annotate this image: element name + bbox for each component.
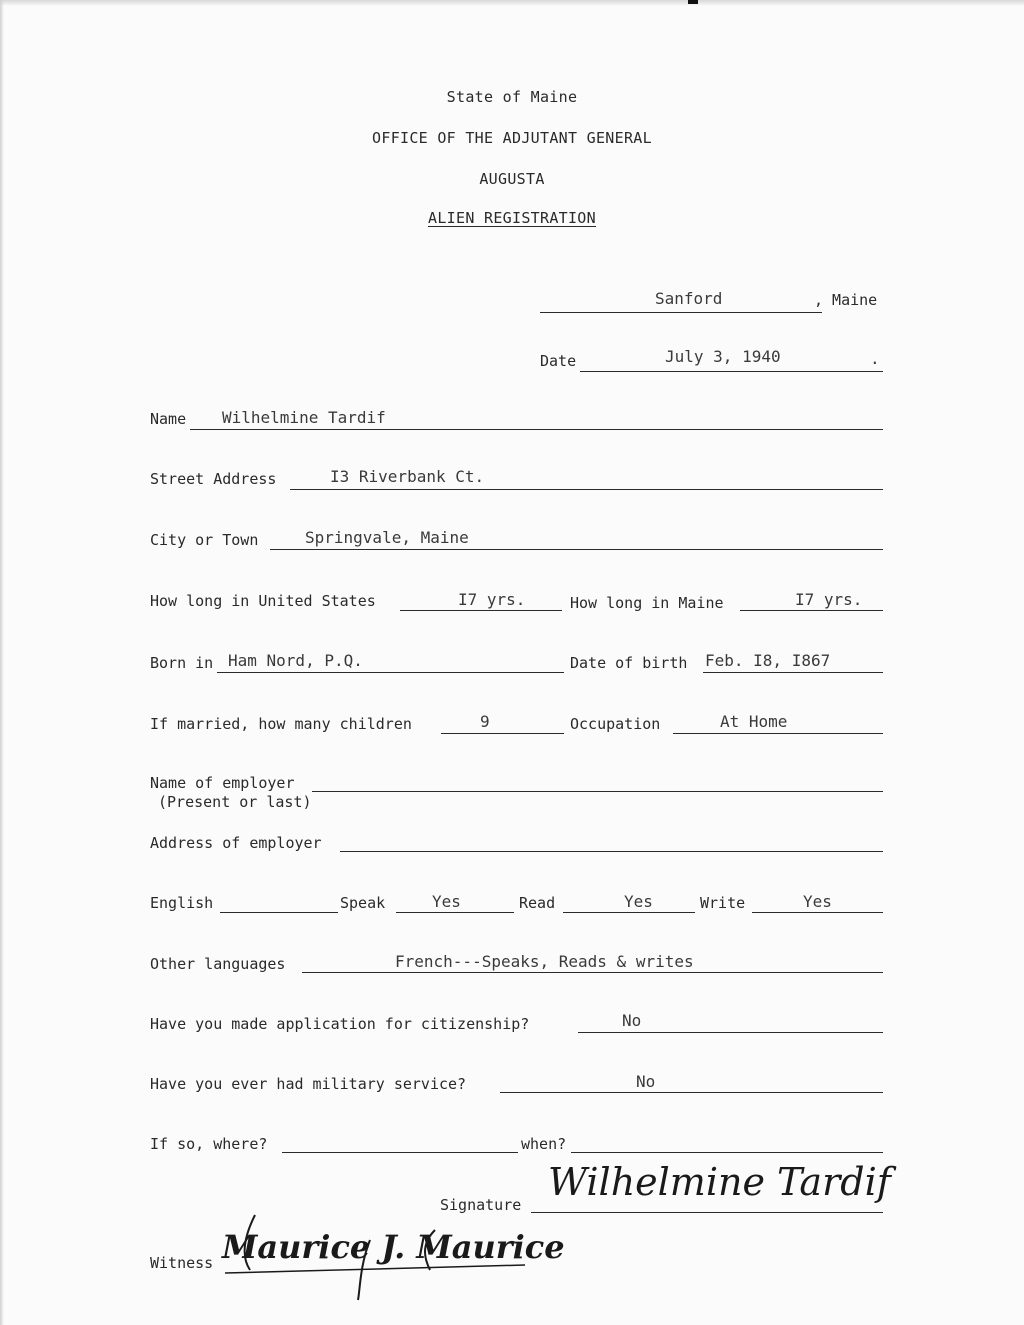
how-long-maine-label: How long in Maine xyxy=(570,594,724,612)
how-long-maine-value: I7 yrs. xyxy=(795,590,863,609)
street-address-label: Street Address xyxy=(150,470,277,488)
occupation-label: Occupation xyxy=(570,715,661,733)
children-value: 9 xyxy=(480,712,490,731)
employer-address-label: Address of employer xyxy=(150,834,322,852)
other-languages-label: Other languages xyxy=(150,955,286,973)
how-long-us-label: How long in United States xyxy=(150,592,376,610)
witness-label: Witness xyxy=(150,1254,214,1272)
occupation-value: At Home xyxy=(720,712,788,731)
office-heading: OFFICE OF THE ADJUTANT GENERAL xyxy=(372,129,652,147)
other-languages-value: French---Speaks, Reads & writes xyxy=(395,952,694,971)
place-underline xyxy=(540,312,822,313)
citizenship-label: Have you made application for citizenship? xyxy=(150,1015,530,1033)
place-suffix: , Maine xyxy=(814,291,878,309)
date-label: Date xyxy=(540,352,577,370)
street-address-value: I3 Riverbank Ct. xyxy=(330,467,485,486)
date-of-birth-underline xyxy=(703,672,883,673)
write-underline xyxy=(752,912,883,913)
speak-label: Speak xyxy=(340,894,386,912)
read-underline xyxy=(563,912,695,913)
date-value: July 3, 1940 xyxy=(665,347,781,366)
street-address-underline xyxy=(290,489,883,490)
city-heading: AUGUSTA xyxy=(479,170,545,188)
children-label: If married, how many children xyxy=(150,715,412,733)
children-underline xyxy=(441,733,564,734)
other-languages-underline xyxy=(302,972,883,973)
scan-edge-top xyxy=(0,0,1024,6)
how-long-us-value: I7 yrs. xyxy=(458,590,526,609)
speak-value: Yes xyxy=(432,892,461,911)
signature-handwriting: Wilhelmine Tardif xyxy=(548,1160,891,1204)
employer-address-underline xyxy=(340,851,883,852)
city-label: City or Town xyxy=(150,531,259,549)
born-in-underline xyxy=(217,672,564,673)
state-heading: State of Maine xyxy=(446,88,578,106)
place-value: Sanford xyxy=(655,289,723,308)
employer-name-sublabel: (Present or last) xyxy=(158,793,312,811)
date-underline xyxy=(580,371,883,372)
read-label: Read xyxy=(519,894,556,912)
military-label: Have you ever had military service? xyxy=(150,1075,467,1093)
date-of-birth-value: Feb. I8, I867 xyxy=(705,651,831,670)
speak-underline xyxy=(396,912,514,913)
born-in-value: Ham Nord, P.Q. xyxy=(228,651,363,670)
when-label: when? xyxy=(521,1135,567,1153)
city-value: Springvale, Maine xyxy=(305,528,469,547)
name-label: Name xyxy=(150,410,187,428)
how-long-maine-underline xyxy=(740,610,883,611)
military-underline xyxy=(500,1092,883,1093)
read-value: Yes xyxy=(624,892,653,911)
date-end: . xyxy=(870,349,880,368)
citizenship-underline xyxy=(578,1032,883,1033)
how-long-us-underline xyxy=(400,610,562,611)
signature-label: Signature xyxy=(440,1196,522,1214)
name-underline xyxy=(190,429,883,430)
witness-flourish xyxy=(220,1195,530,1305)
occupation-underline xyxy=(673,733,883,734)
name-value: Wilhelmine Tardif xyxy=(222,408,386,427)
signature-underline xyxy=(531,1212,883,1213)
english-label: English xyxy=(150,894,214,912)
write-label: Write xyxy=(700,894,746,912)
employer-name-underline xyxy=(312,791,883,792)
scan-edge-left xyxy=(0,0,4,1325)
english-underline xyxy=(220,912,338,913)
witness-signature: Maurice J. Maurice xyxy=(222,1228,565,1266)
citizenship-value: No xyxy=(622,1011,642,1030)
employer-name-label: Name of employer xyxy=(150,774,295,792)
date-of-birth-label: Date of birth xyxy=(570,654,688,672)
city-underline xyxy=(270,549,883,550)
form-title: ALIEN REGISTRATION xyxy=(428,209,596,227)
if-so-where-label: If so, where? xyxy=(150,1135,268,1153)
born-in-label: Born in xyxy=(150,654,214,672)
if-so-where-underline xyxy=(282,1152,518,1153)
write-value: Yes xyxy=(803,892,832,911)
scan-mark xyxy=(688,0,698,4)
military-value: No xyxy=(636,1072,656,1091)
when-underline xyxy=(571,1152,883,1153)
